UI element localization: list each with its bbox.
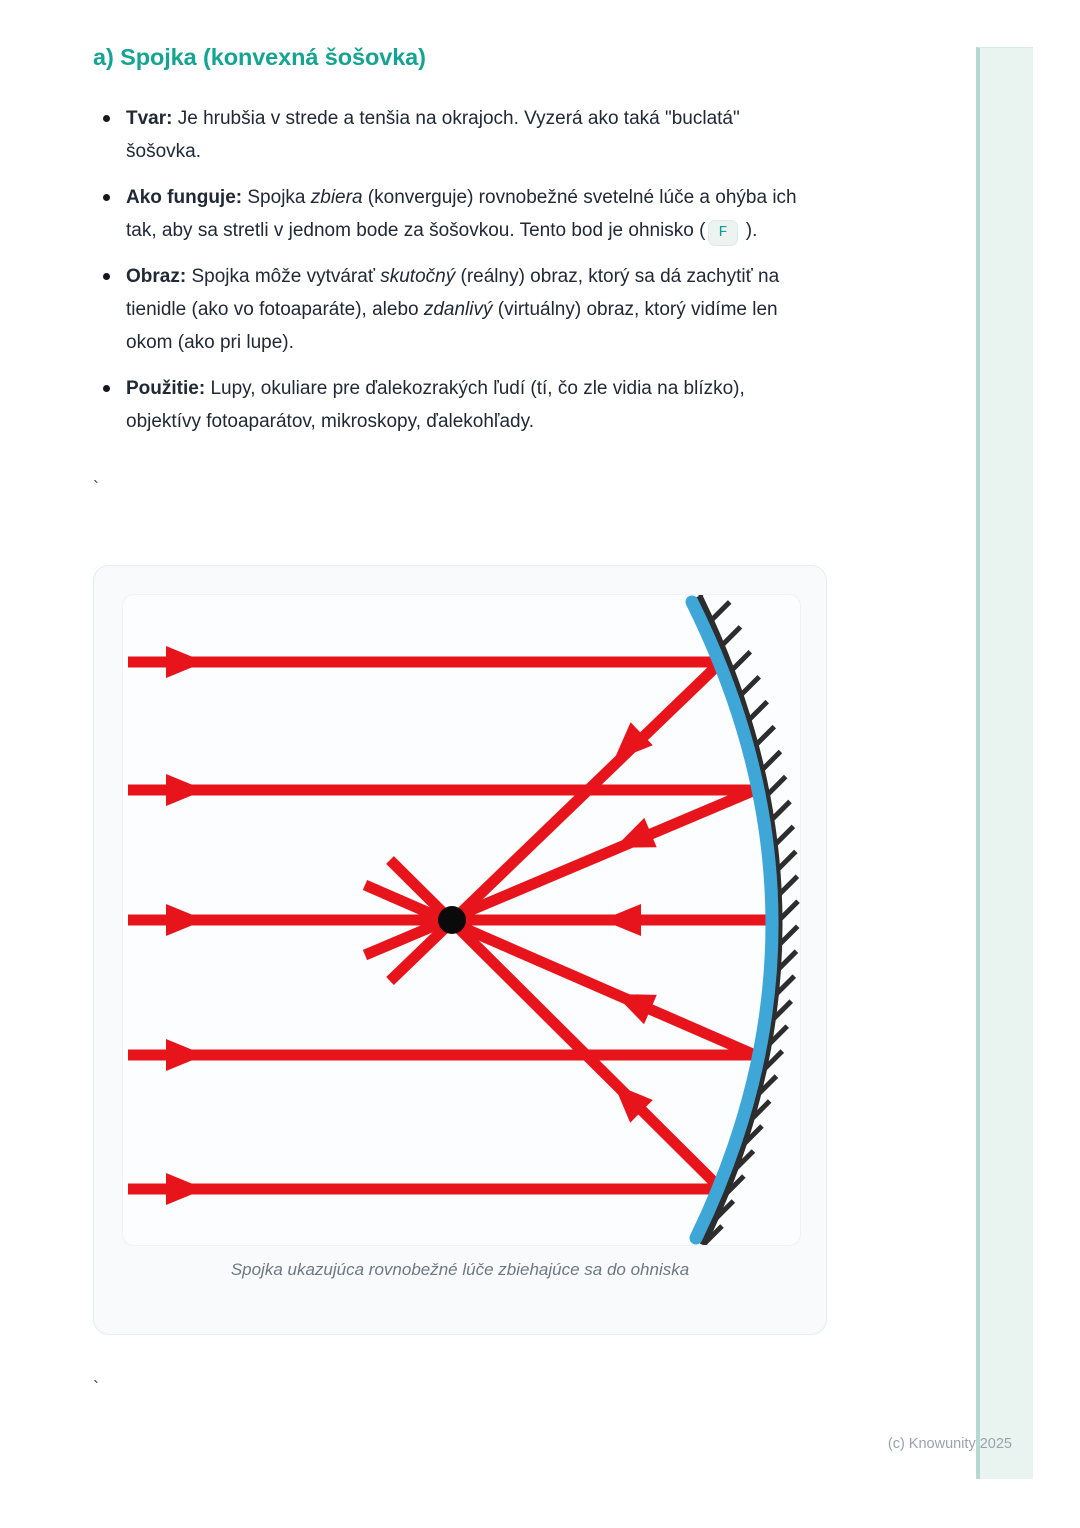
hatch-mark [767, 776, 786, 795]
figure-card [93, 565, 827, 1335]
bullet-text: ). [740, 220, 758, 241]
bullet-text: (virtuálny) obraz, ktorý vidíme len okom (ako pri lupe). [126, 299, 778, 353]
bullet-text: Lupy, okuliare pre ďalekozrakých ľudí (tí, čo zle vidia na blízko), objektívy fotoaparátov, mikroskopy, ďalekohľady. [126, 378, 745, 432]
hatch-mark [721, 627, 740, 646]
hatch-mark [777, 851, 796, 870]
right-accent-bar [976, 47, 1033, 1479]
bullet-item [99, 181, 811, 247]
hatch-mark [755, 727, 774, 746]
bullet-item [99, 102, 811, 168]
incoming-ray-arrowhead [166, 646, 205, 678]
copyright-text: (c) Knowunity 2025 [887, 1436, 1012, 1452]
bullet-text: Obraz: [126, 266, 187, 287]
hatch-mark [748, 702, 767, 721]
converging-rays-diagram [123, 595, 801, 1246]
reflected-ray-arrowhead [615, 818, 657, 848]
bullet-text: Spojka môže vytvárať [186, 266, 381, 287]
hatch-mark [740, 677, 759, 696]
figure-panel [122, 594, 801, 1246]
focus-chip: F [708, 220, 737, 246]
axis-reflected-arrowhead [602, 904, 641, 936]
bullet-text: skutočný [380, 266, 456, 287]
hatch-mark [731, 652, 750, 671]
incoming-ray-arrowhead [166, 1039, 205, 1071]
stray-backtick-top: ` [93, 478, 99, 498]
bullet-item [99, 260, 811, 359]
incoming-ray-arrowhead [166, 1173, 205, 1205]
bullet-text: zdanlivý [423, 299, 493, 320]
incoming-ray-arrowhead [166, 774, 205, 806]
stray-backtick-bottom: ` [93, 1378, 99, 1398]
bullet-text: Tvar: [126, 108, 173, 129]
hatch-mark [774, 826, 793, 845]
incoming-ray-arrowhead [166, 904, 205, 936]
bullet-text: (konverguje) rovnobežné svetelné lúče a ohýba ich tak, aby sa stretli v jednom bode za šošovkou. Tento bod je ohnisko ( [126, 187, 797, 241]
bullet-text: (reálny) obraz, ktorý sa dá zachytiť na tienidle (ako vo fotoaparáte), alebo [126, 266, 780, 320]
bullet-text: Je hrubšia v strede a tenšia na okrajoch. Vyzerá ako taká "buclatá" šošovka. [126, 108, 740, 162]
section-heading: a) Spojka (konvexná šošovka) [93, 44, 426, 70]
figure-caption: Spojka ukazujúca rovnobežné lúče zbiehajúce sa do ohniska [230, 1260, 690, 1279]
reflected-ray-arrowhead [615, 994, 657, 1024]
bullet-text: Spojka [242, 187, 311, 208]
bullet-text: Použitie: [126, 378, 206, 399]
focus-point [438, 906, 466, 934]
hatch-mark [711, 602, 730, 621]
hatch-mark [761, 752, 780, 771]
bullet-text: zbiera [310, 187, 363, 208]
bullet-text: Ako funguje: [126, 187, 243, 208]
hatch-mark [699, 595, 718, 596]
bullet-list [99, 102, 811, 451]
bullet-item [99, 372, 811, 438]
hatch-mark [771, 801, 790, 820]
